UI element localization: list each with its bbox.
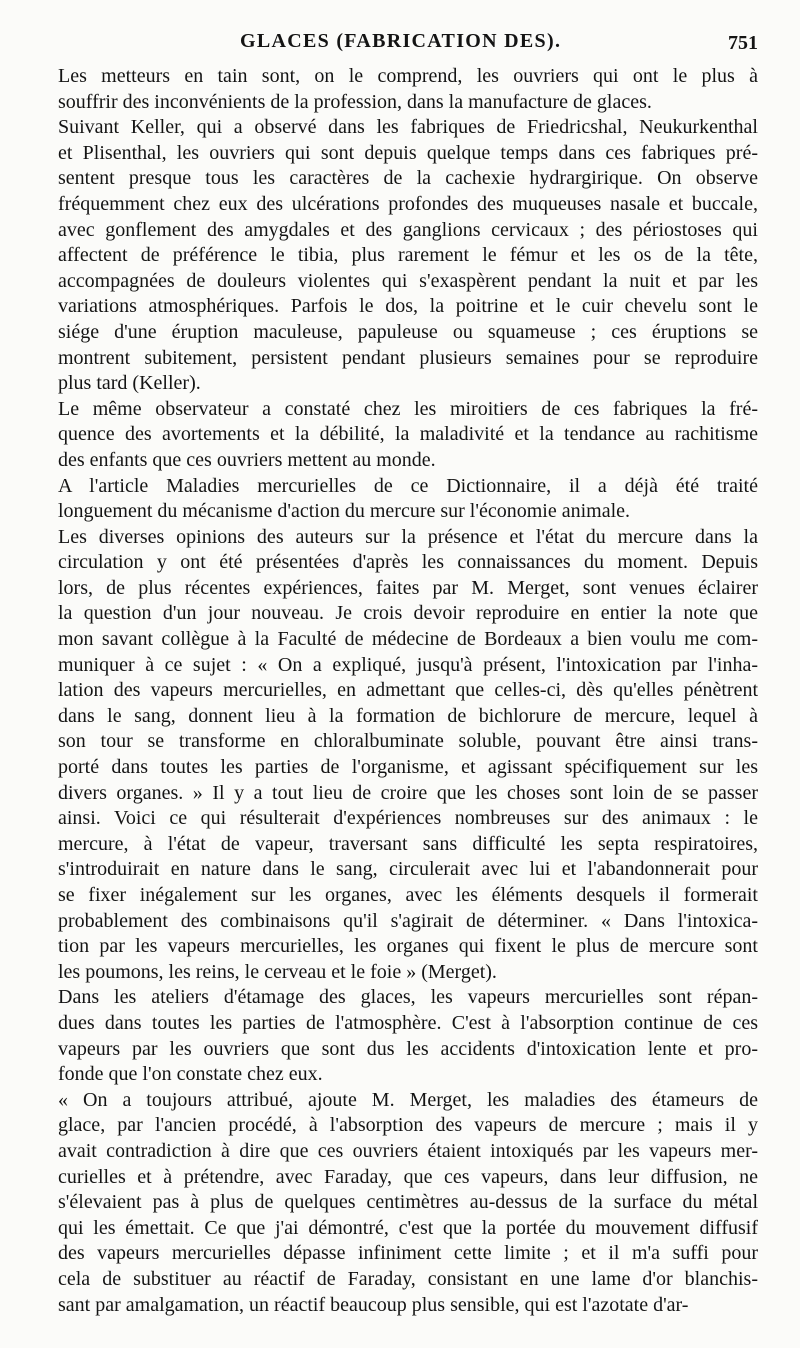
text-line: les poumons, les reins, le cerveau et le foie » (Merget). <box>58 960 497 983</box>
text-line: des enfants que ces ouvriers mettent au monde. <box>58 448 436 471</box>
text-lines <box>58 64 758 1318</box>
text-line: curielles et à prétendre, avec Faraday, que ces vapeurs, dans leur diffusion, ne <box>58 1165 758 1188</box>
text-line: dans le sang, donnent lieu à la formation de bichlorure de mercure, lequel à <box>58 704 758 727</box>
text-line: divers organes. » Il y a tout lieu de croire que les choses sont loin de se passer <box>58 781 758 804</box>
text-line: fréquemment chez eux des ulcérations profondes des muqueuses nasale et buccale, <box>58 192 758 215</box>
text-line: fonde que l'on constate chez eux. <box>58 1063 323 1086</box>
text-line: vapeurs par les ouvriers que sont dus les accidents d'intoxication lente et pro- <box>58 1037 758 1060</box>
text-line: glace, par l'ancien procédé, à l'absorption des vapeurs de mercure ; mais il y <box>58 1114 758 1137</box>
text-line: mon savant collègue à la Faculté de médecine de Bordeaux a bien voulu me com- <box>58 628 758 651</box>
text-line: lors, de plus récentes expériences, faites par M. Merget, sont venues éclairer <box>58 576 758 599</box>
text-line: souffrir des inconvénients de la profession, dans la manufacture de glaces. <box>58 90 652 113</box>
text-line: sant par amalgamation, un réactif beaucoup plus sensible, qui est l'azotate d'ar- <box>58 1293 689 1316</box>
text-line: avait contradiction à dire que ces ouvriers étaient intoxiqués par les vapeurs mer- <box>58 1139 758 1162</box>
page-header <box>58 28 758 64</box>
text-line: qui les émettait. Ce que j'ai démontré, c'est que la portée du mouvement diffusif <box>58 1216 758 1239</box>
text-line: probablement des combinaisons qu'il s'agirait de déterminer. « Dans l'intoxica- <box>58 909 758 932</box>
text-line: A l'article Maladies mercurielles de ce Dictionnaire, il a déjà été traité <box>58 474 758 497</box>
text-line: tion par les vapeurs mercurielles, les organes qui fixent le plus de mercure sont <box>58 935 758 958</box>
text-line: variations atmosphériques. Parfois le dos, la poitrine et le cuir chevelu sont le <box>58 295 758 318</box>
text-line: Le même observateur a constaté chez les miroitiers de ces fabriques la fré- <box>58 397 758 420</box>
text-line: s'élevaient pas à plus de quelques centimètres au-dessus de la surface du métal <box>58 1191 758 1214</box>
text-line: porté dans toutes les parties de l'organisme, et agissant spécifiquement sur les <box>58 756 758 779</box>
text-line: se fixer inégalement sur les organes, avec les éléments desquels il formerait <box>58 884 758 906</box>
text-line: accompagnées de douleurs violentes qui s'exaspèrent pendant la nuit et par les <box>58 269 758 292</box>
page-number: 751 <box>728 32 758 54</box>
text-line: et Plisenthal, les ouvriers qui sont depuis quelque temps dans ces fabriques pré- <box>58 141 758 164</box>
text-line: la question d'un jour nouveau. Je crois devoir reproduire en entier la note que <box>58 602 758 625</box>
text-line: muniquer à ce sujet : « On a expliqué, jusqu'à présent, l'intoxication par l'inha- <box>58 653 758 676</box>
running-head: GLACES (FABRICATION DES). <box>240 30 562 52</box>
text-line: siége d'une éruption maculeuse, papuleuse ou squameuse ; ces éruptions se <box>58 320 758 343</box>
text-line: plus tard (Keller). <box>58 372 201 395</box>
text-line: Les metteurs en tain sont, on le comprend, les ouvriers qui ont le plus à <box>58 65 758 87</box>
text-line: Les diverses opinions des auteurs sur la présence et l'état du mercure dans la <box>58 525 758 548</box>
text-line: dues dans toutes les parties de l'atmosphère. C'est à l'absorption continue de ces <box>58 1011 758 1034</box>
text-line: montrent subitement, persistent pendant plusieurs semaines pour se reproduire <box>58 346 758 369</box>
text-line: Dans les ateliers d'étamage des glaces, les vapeurs mercurielles sont répan- <box>58 986 758 1009</box>
text-line: ainsi. Voici ce qui résulterait d'expériences nombreuses sur des animaux : le <box>58 807 758 830</box>
text-line: longuement du mécanisme d'action du mercure sur l'économie animale. <box>58 500 631 523</box>
text-line: avec gonflement des amygdales et des ganglions cervicaux ; des périostoses qui <box>58 218 758 241</box>
text-line: sentent presque tous les caractères de la cachexie hydrargirique. On observe <box>58 167 758 190</box>
body-text <box>58 64 758 1318</box>
text-line: affectent de préférence le tibia, plus rarement le fémur et les os de la tête, <box>58 244 758 267</box>
text-line: « On a toujours attribué, ajoute M. Merget, les maladies des étameurs de <box>58 1088 758 1111</box>
text-line: lation des vapeurs mercurielles, en admettant que celles-ci, dès qu'elles pénètrent <box>58 679 758 702</box>
text-line: circulation y ont été présentées d'après les connaissances du moment. Depuis <box>58 551 758 574</box>
text-line: Suivant Keller, qui a observé dans les fabriques de Friedricshal, Neukurkenthal <box>58 116 758 139</box>
text-line: quence des avortements et la débilité, la maladivité et la tendance au rachitisme <box>58 423 758 446</box>
text-line: cela de substituer au réactif de Faraday, consistant en une lame d'or blanchis- <box>58 1267 758 1290</box>
text-line: mercure, à l'état de vapeur, traversant sans difficulté les septa respiratoires, <box>58 832 758 855</box>
text-line: s'introduirait en nature dans le sang, circulerait avec lui et l'abandonnerait pour <box>58 858 758 881</box>
text-line: son tour se transforme en chloralbuminate soluble, pouvant être ainsi trans- <box>58 730 758 753</box>
text-line: des vapeurs mercurielles dépasse infiniment cette limite ; et il m'a suffi pour <box>58 1242 758 1265</box>
